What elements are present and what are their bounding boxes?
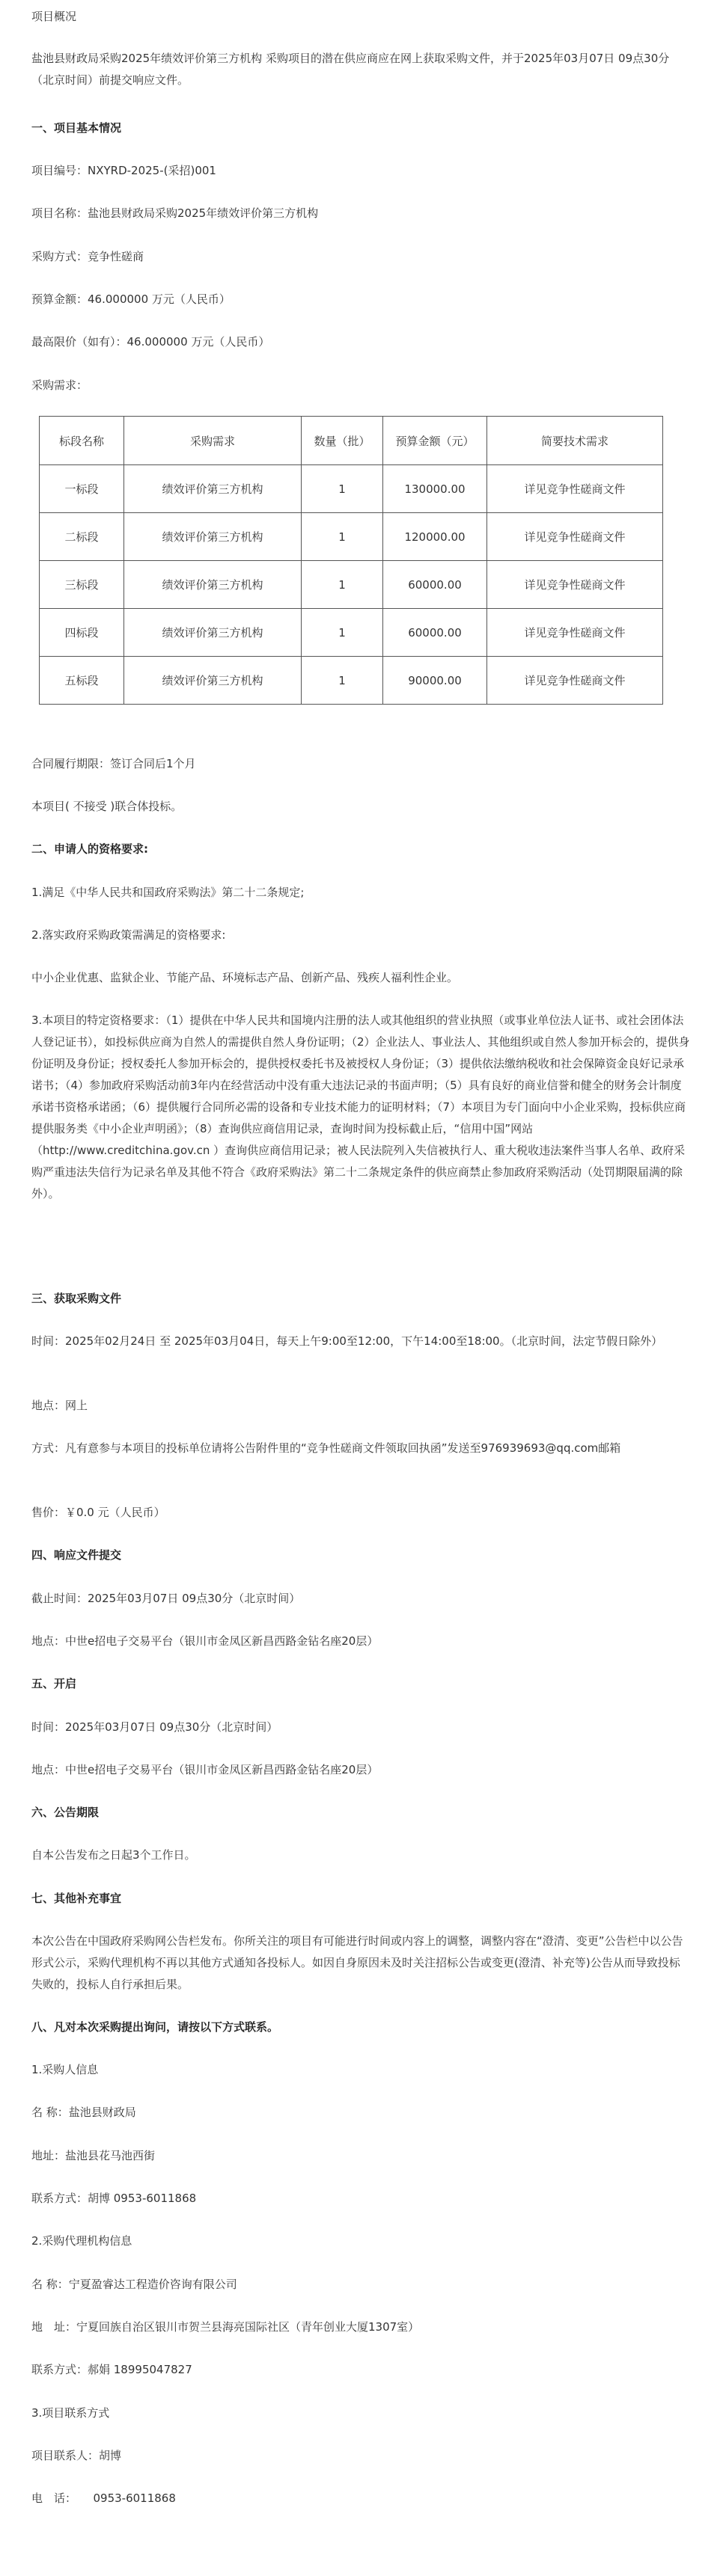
table-row — [40, 609, 663, 657]
demand-cell: 绩效评价第三方机构 — [124, 657, 302, 705]
lot-name-cell: 一标段 — [40, 465, 124, 513]
overview-text: 盐池县财政局采购2025年绩效评价第三方机构 采购项目的潜在供应商应在网上获取采购文件，并于2025年03月07日 09点30分（北京时间）前提交响应文件。 — [31, 52, 670, 87]
quantity-cell: 1 — [302, 609, 383, 657]
page-title: 项目概况 — [31, 10, 77, 23]
demand-cell: 绩效评价第三方机构 — [124, 561, 302, 609]
budget-cell: 60000.00 — [383, 609, 487, 657]
lot-name-cell: 四标段 — [40, 609, 124, 657]
acquire-time: 时间：2025年02月24日 至 2025年03月04日，每天上午9:00至12:00，下午14:00至18:00。（北京时间，法定节假日除外） — [31, 1334, 663, 1348]
procurement-method: 采购方式：竞争性磋商 — [31, 250, 144, 263]
budget-cell: 120000.00 — [383, 513, 487, 561]
table-header-cell: 数量（批） — [302, 417, 383, 465]
table-row — [40, 513, 663, 561]
table-header-row — [40, 417, 663, 465]
quantity-cell: 1 — [302, 513, 383, 561]
agency-title: 2.采购代理机构信息 — [31, 2234, 132, 2248]
budget-cell: 90000.00 — [383, 657, 487, 705]
requirement-2: 2.落实政府采购政策需满足的资格要求: — [31, 928, 226, 942]
section1-heading: 一、项目基本情况 — [31, 121, 122, 135]
project-phone: 电 话： 0953-6011868 — [31, 2491, 176, 2505]
submit-deadline: 截止时间：2025年03月07日 09点30分（北京时间） — [31, 1592, 301, 1605]
table-header-cell: 预算金额（元） — [383, 417, 487, 465]
notice-period: 自本公告发布之日起3个工作日。 — [31, 1848, 196, 1862]
policy-list: 中小企业优惠、监狱企业、节能产品、环境标志产品、创新产品、残疾人福利性企业。 — [31, 971, 459, 984]
tech-req-cell: 详见竞争性磋商文件 — [487, 465, 663, 513]
table-header-cell: 采购需求 — [124, 417, 302, 465]
section7-heading: 七、其他补充事宜 — [31, 1892, 122, 1905]
table-header-cell: 简要技术需求 — [487, 417, 663, 465]
table-row — [40, 465, 663, 513]
open-place: 地点：中世e招电子交易平台（银川市金凤区新昌西路金钻名座20层） — [31, 1763, 379, 1776]
quantity-cell: 1 — [302, 465, 383, 513]
demand-cell: 绩效评价第三方机构 — [124, 465, 302, 513]
table-header-cell: 标段名称 — [40, 417, 124, 465]
tech-req-cell: 详见竞争性磋商文件 — [487, 609, 663, 657]
purchaser-address: 地址：盐池县花马池西街 — [31, 2149, 156, 2162]
section8-heading: 八、凡对本次采购提出询问，请按以下方式联系。 — [31, 2020, 279, 2034]
lot-name-cell: 三标段 — [40, 561, 124, 609]
section6-heading: 六、公告期限 — [31, 1806, 100, 1819]
purchaser-contact: 联系方式：胡博 0953-6011868 — [31, 2192, 197, 2205]
tech-req-cell: 详见竞争性磋商文件 — [487, 513, 663, 561]
agency-name: 名 称：宁夏盈睿达工程造价咨询有限公司 — [31, 2278, 237, 2291]
section5-heading: 五、开启 — [31, 1677, 77, 1690]
purchaser-title: 1.采购人信息 — [31, 2063, 99, 2076]
project-name: 项目名称：盐池县财政局采购2025年绩效评价第三方机构 — [31, 206, 319, 220]
project-contact-person: 项目联系人：胡博 — [31, 2449, 122, 2462]
agency-address: 地 址：宁夏回族自治区银川市贺兰县海亮国际社区（青年创业大厦1307室） — [31, 2320, 420, 2334]
lot-name-cell: 五标段 — [40, 657, 124, 705]
supplementary-text: 本次公告在中国政府采购网公告栏发布。你所关注的项目有可能进行时间或内容上的调整，调整内容在“澄清、变更”公告栏中以公告形式公示，采购代理机构不再以其他方式通知各投标人。如因自身原因未及时关注招标公告或变更(澄清、补充等)公告从而导致投标失败的，投标人自行承担后果。 — [31, 1934, 683, 1991]
project-number: 项目编号：NXYRD-2025-(采招)001 — [31, 164, 216, 177]
table-row — [40, 657, 663, 705]
tech-req-cell: 详见竞争性磋商文件 — [487, 657, 663, 705]
requirement-3: 3.本项目的特定资格要求：（1）提供在中华人民共和国境内注册的法人或其他组织的营业执照（或事业单位法人证书、或社会团体法人登记证书），如投标供应商为自然人的需提供自然人身份证明；（2）企业法人、事业法人、其他组织或自然人参加开标会的，提供身份证明及身份证；授权委托人参加开标会的，提供授权委托书及被授权人身份证；（3）提供依法缴纳税收和社会保障资金良好记录承诺书；（4）参加政府采购活动前3年内在经营活动中没有重大违法记录的书面声明；（5）具有良好的商业信誉和健全的财务会计制度承诺书资格承诺函；（6）提供履行合同所必需的设备和专业技术能力的证明材料；（7）本项目为专门面向中小企业采购，投标供应商提供服务类《中小企业声明函》；（8）查询供应商信用记录，查询时间为投标截止后，“信用中国”网站（http://www.creditchina.gov.cn ）查询供应商信用记录；被人民法院列入失信被执行人、重大税收违法案件当事人名单、政府采购严重违法失信行为记录名单及其他不符合《政府采购法》第二十二条规定条件的供应商禁止参加政府采购活动（处罚期限届满的除外）。 — [31, 1013, 690, 1200]
contract-period: 合同履行期限：签订合同后1个月 — [31, 757, 196, 770]
budget-cell: 60000.00 — [383, 561, 487, 609]
section4-heading: 四、响应文件提交 — [31, 1548, 122, 1562]
table-row — [40, 561, 663, 609]
demand-cell: 绩效评价第三方机构 — [124, 513, 302, 561]
quantity-cell: 1 — [302, 561, 383, 609]
submit-place: 地点：中世e招电子交易平台（银川市金凤区新昌西路金钻名座20层） — [31, 1634, 379, 1648]
tech-req-cell: 详见竞争性磋商文件 — [487, 561, 663, 609]
open-time: 时间：2025年03月07日 09点30分（北京时间） — [31, 1720, 278, 1734]
requirement-1: 1.满足《中华人民共和国政府采购法》第二十二条规定; — [31, 886, 305, 899]
consortium-note: 本项目( 不接受 )联合体投标。 — [31, 800, 183, 813]
max-price: 最高限价（如有）：46.000000 万元（人民币） — [31, 335, 270, 349]
section2-heading: 二、申请人的资格要求: — [31, 842, 148, 856]
budget-cell: 130000.00 — [383, 465, 487, 513]
purchaser-name: 名 称：盐池县财政局 — [31, 2106, 136, 2119]
section3-heading: 三、获取采购文件 — [31, 1292, 122, 1305]
document-price: 售价：￥0.0 元（人民币） — [31, 1506, 165, 1519]
quantity-cell: 1 — [302, 657, 383, 705]
lot-name-cell: 二标段 — [40, 513, 124, 561]
acquire-method: 方式：凡有意参与本项目的投标单位请将公告附件里的“竞争性磋商文件领取回执函”发送至976939693@qq.com邮箱 — [31, 1441, 621, 1455]
project-contact-title: 3.项目联系方式 — [31, 2406, 110, 2420]
budget-amount: 预算金额：46.000000 万元（人民币） — [31, 292, 231, 306]
acquire-place: 地点：网上 — [31, 1399, 88, 1412]
demand-label: 采购需求： — [31, 378, 88, 392]
lot-table — [39, 416, 663, 705]
agency-contact: 联系方式：郝娟 18995047827 — [31, 2363, 192, 2376]
demand-cell: 绩效评价第三方机构 — [124, 609, 302, 657]
